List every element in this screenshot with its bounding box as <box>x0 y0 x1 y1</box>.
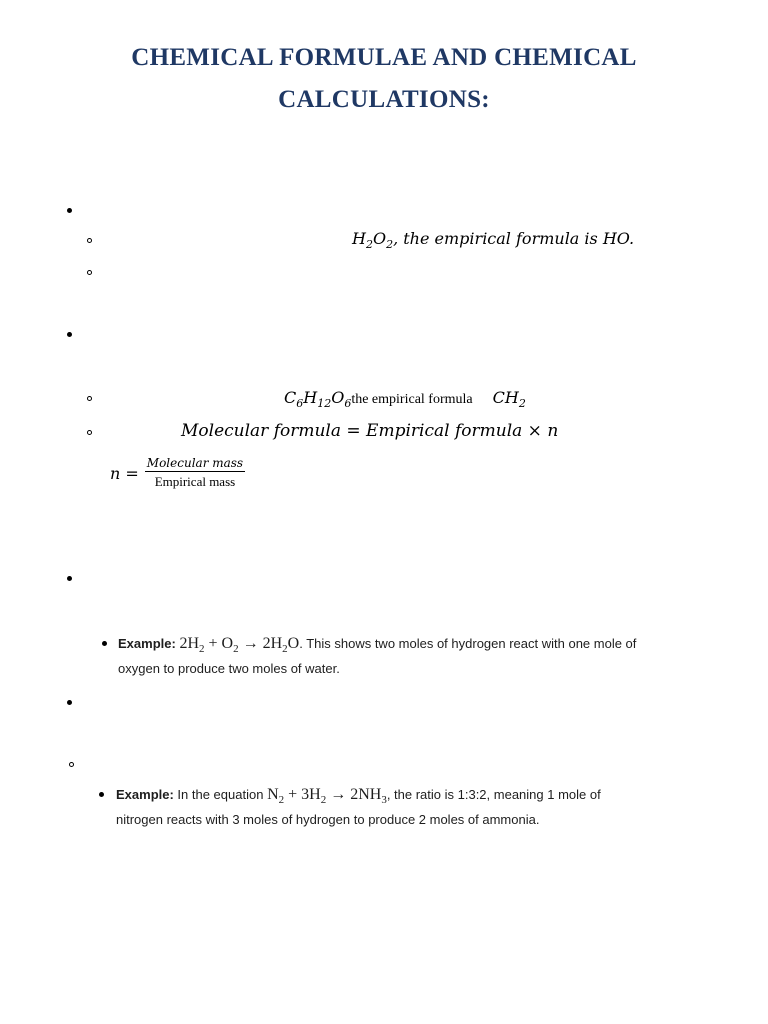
bullet-disc <box>67 700 72 705</box>
glucose-o-sub: 6 <box>344 397 352 411</box>
bullet-circle <box>87 396 92 401</box>
example-label: Example: <box>116 787 174 802</box>
bullet-disc <box>67 576 72 581</box>
water-equation: $2H_2 + O_2 \to 2H_2O$ <box>179 635 300 656</box>
empirical-formula-example <box>352 229 634 251</box>
molecular-formula-equation: Molecular formula = Empirical formula × n <box>181 421 559 441</box>
empirical-formula-label: the empirical formula <box>351 392 473 407</box>
glucose-o: O <box>331 388 345 407</box>
example-label: Example: <box>118 636 176 651</box>
bullet-circle <box>87 430 92 435</box>
glucose-h-sub: 12 <box>317 397 332 411</box>
empirical-statement: , the empirical formula is HO. <box>393 229 635 248</box>
example-ammonia-intro: In the equation <box>173 787 268 802</box>
h2o2-sub-1: 2 <box>365 238 373 252</box>
bullet-disc <box>99 792 104 797</box>
n-formula <box>110 456 245 490</box>
bullet-circle <box>87 238 92 243</box>
page-title-line-1: CHEMICAL FORMULAE AND CHEMICAL <box>131 44 637 71</box>
glucose-h: H <box>303 388 318 407</box>
bullet-circle <box>69 762 74 767</box>
ch2-sub: 2 <box>518 397 526 411</box>
ammonia-equation: $N_2 + 3H_2 \to 2NH_3$ <box>267 786 387 807</box>
n-lhs: n = <box>110 463 139 483</box>
example-ammonia-line-2: nitrogen reacts with 3 moles of hydrogen to produce 2 moles of ammonia. <box>116 812 540 827</box>
fraction-denominator: Empirical mass <box>154 474 236 489</box>
h2o2-h: H <box>352 229 366 248</box>
page-title-line-2: CALCULATIONS: <box>278 86 490 113</box>
h2o2-sub-2: 2 <box>386 238 394 252</box>
ch2-ch: CH <box>492 388 519 407</box>
example-ammonia-text: , the ratio is 1:3:2, meaning 1 mole of <box>386 787 601 802</box>
example-water-text: . This shows two moles of hydrogen react with one mole of <box>299 636 637 651</box>
glucose-c-sub: 6 <box>296 397 304 411</box>
example-water-line-2: oxygen to produce two moles of water. <box>118 661 340 676</box>
h2o2-o: O <box>372 229 387 248</box>
molecular-formula-example <box>284 388 526 410</box>
fraction-numerator: Molecular mass <box>146 456 244 470</box>
bullet-disc <box>67 332 72 337</box>
glucose-c: C <box>284 388 297 407</box>
bullet-disc <box>102 641 107 646</box>
n-fraction <box>145 456 245 490</box>
bullet-circle <box>87 270 92 275</box>
bullet-disc <box>67 208 72 213</box>
